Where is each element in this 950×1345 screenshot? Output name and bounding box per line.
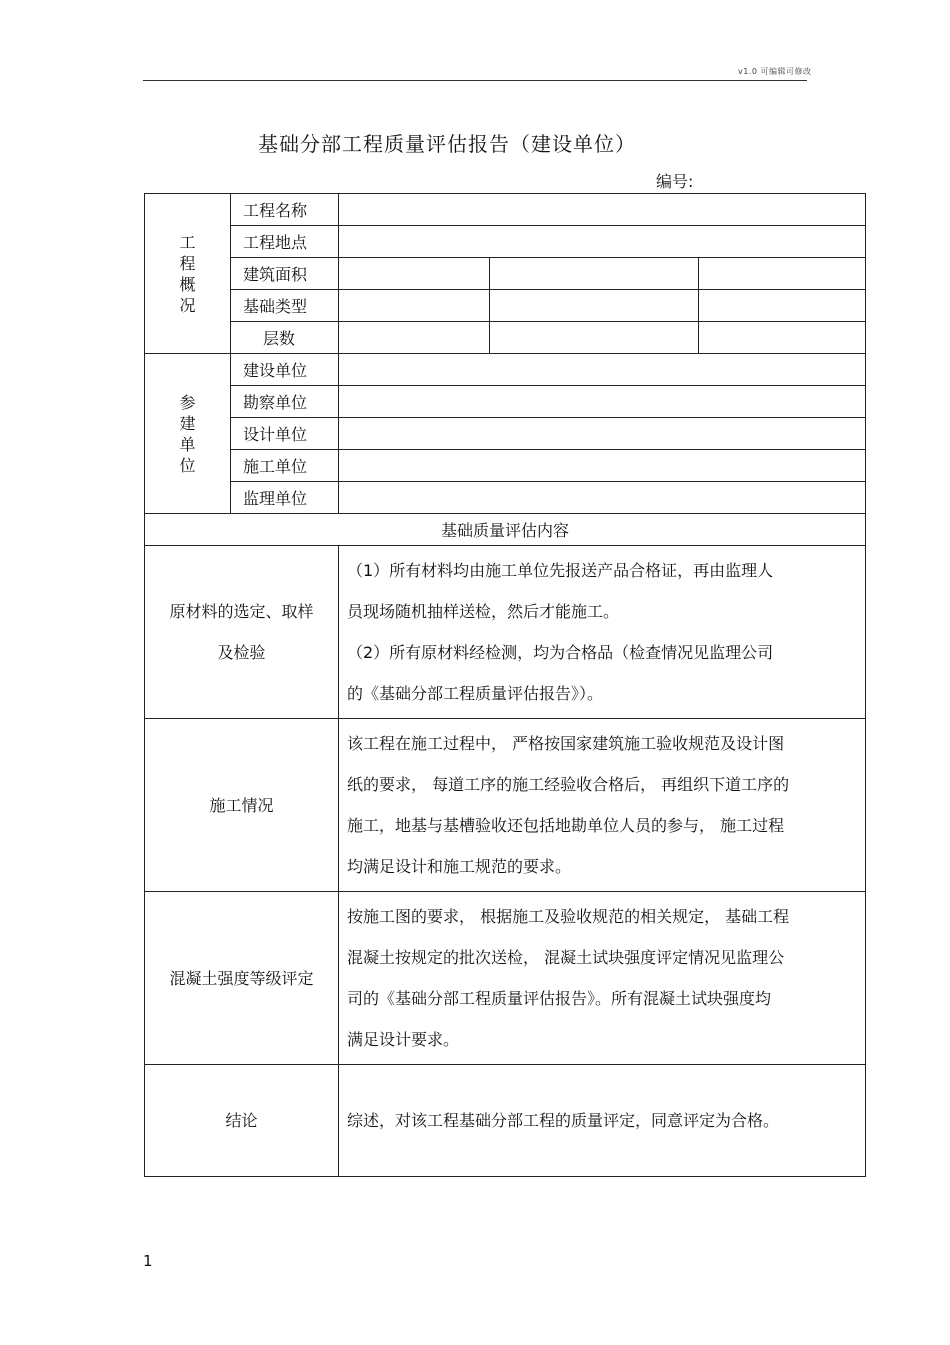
materials-label: 原材料的选定、取样 及检验: [145, 546, 339, 719]
assessment-heading: 基础质量评估内容: [145, 514, 866, 546]
code-label: 编号:: [656, 172, 694, 191]
building-area-label: 建筑面积: [231, 258, 339, 290]
foundation-type-cell-2[interactable]: [490, 290, 699, 322]
concrete-strength-text: 按施工图的要求， 根据施工及验收规范的相关规定， 基础工程 混凝土按规定的批次送检， 混凝土试块强度评定情况见监理公 司的《基础分部工程质量评估报告》。所有混凝土试块强度均 满足设计要求。: [339, 892, 866, 1065]
floors-cell-3[interactable]: [699, 322, 866, 354]
page-title: 基础分部工程质量评估报告（建设单位）: [258, 132, 636, 156]
project-location-label: 工程地点: [231, 226, 339, 258]
participants-group-label: 参 建 单 位: [145, 354, 231, 514]
building-area-cell-2[interactable]: [490, 258, 699, 290]
design-unit-label: 设计单位: [231, 418, 339, 450]
survey-unit-label: 勘察单位: [231, 386, 339, 418]
floors-value[interactable]: [339, 322, 490, 354]
floors-cell-2[interactable]: [490, 322, 699, 354]
foundation-type-cell-3[interactable]: [699, 290, 866, 322]
conclusion-label: 结论: [145, 1065, 339, 1177]
project-location-value[interactable]: [339, 226, 866, 258]
construction-unit-label: 施工单位: [231, 450, 339, 482]
floors-label: 层数: [231, 322, 339, 354]
construction-status-label: 施工情况: [145, 719, 339, 892]
overview-group-label: 工 程 概 况: [145, 194, 231, 354]
assessment-table: [144, 193, 866, 1177]
construction-unit-value[interactable]: [339, 450, 866, 482]
survey-unit-value[interactable]: [339, 386, 866, 418]
building-area-value[interactable]: [339, 258, 490, 290]
supervision-unit-label: 监理单位: [231, 482, 339, 514]
concrete-strength-label: 混凝土强度等级评定: [145, 892, 339, 1065]
header-version-text: v1.0 可编辑可修改: [738, 67, 812, 76]
conclusion-text: 综述，对该工程基础分部工程的质量评定，同意评定为合格。: [339, 1065, 866, 1177]
supervision-unit-value[interactable]: [339, 482, 866, 514]
foundation-type-value[interactable]: [339, 290, 490, 322]
project-name-label: 工程名称: [231, 194, 339, 226]
materials-text: （1）所有材料均由施工单位先报送产品合格证，再由监理人 员现场随机抽样送检，然后才能施工。 （2）所有原材料经检测，均为合格品（检查情况见监理公司 的《基础分部工程质量评估报告》）。: [339, 546, 866, 719]
construction-status-text: 该工程在施工过程中， 严格按国家建筑施工验收规范及设计图 纸的要求， 每道工序的施工经验收合格后， 再组织下道工序的 施工，地基与基槽验收还包括地勘单位人员的参与， 施工过程 均满足设计和施工规范的要求。: [339, 719, 866, 892]
project-name-value[interactable]: [339, 194, 866, 226]
page-number: 1: [143, 1252, 153, 1270]
design-unit-value[interactable]: [339, 418, 866, 450]
building-area-cell-3[interactable]: [699, 258, 866, 290]
foundation-type-label: 基础类型: [231, 290, 339, 322]
owner-unit-label: 建设单位: [231, 354, 339, 386]
owner-unit-value[interactable]: [339, 354, 866, 386]
header-rule: [143, 80, 807, 81]
